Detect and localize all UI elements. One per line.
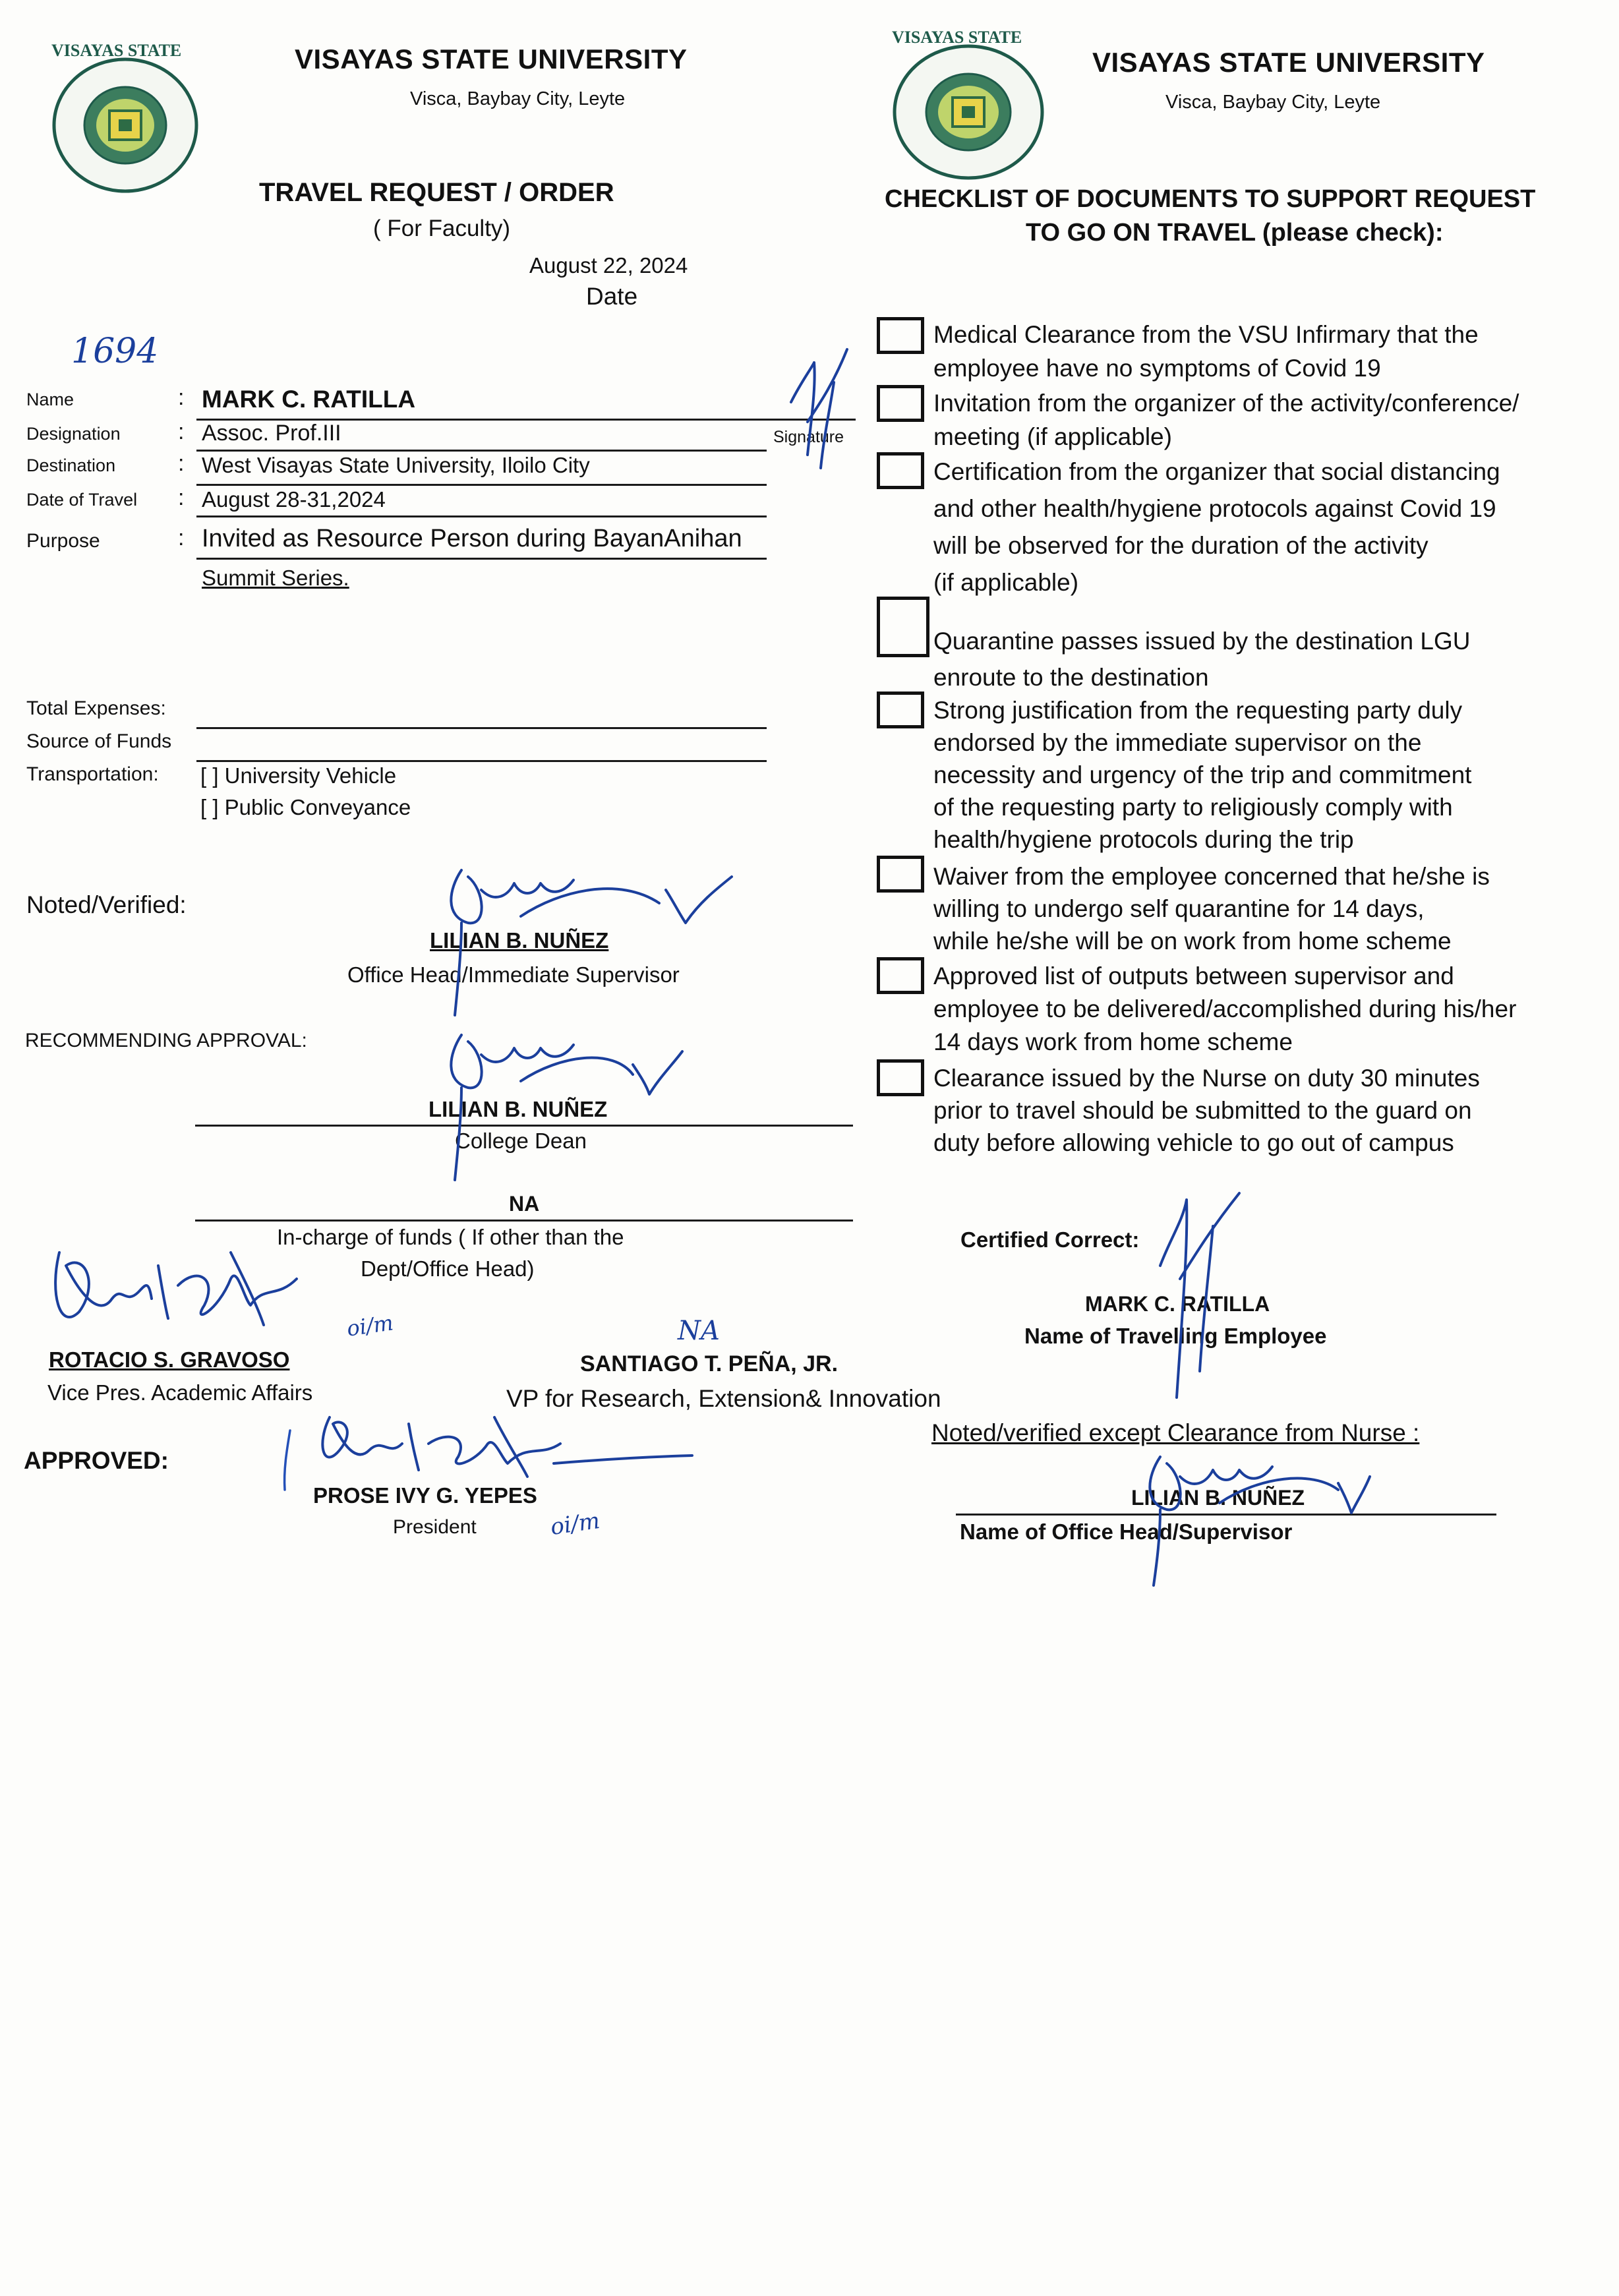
president-signature xyxy=(277,1404,699,1496)
noted-verified-label: Noted/Verified: xyxy=(26,891,187,918)
checklist-item-waiver: Waiver from the employee concerned that he/she is willing to undergo self quarantine for 14 days, while he/she will be on work from home scheme xyxy=(933,863,1490,955)
colon: : xyxy=(178,451,185,476)
signature-label: Signature xyxy=(773,428,844,446)
checklist-item-strong-justification: Strong justification from the requesting party duly endorsed by the immediate supervisor on the necessity and urgency of the trip and commitment of the requesting party to religiously comply with health/hygiene protocols during the trip xyxy=(933,697,1472,853)
name-label: Name xyxy=(26,390,74,409)
checklist-checkbox-waiver[interactable] xyxy=(877,856,924,893)
total-expenses-underline xyxy=(196,727,767,729)
date-of-travel-label: Date of Travel xyxy=(26,490,138,510)
purpose-value-line1: Invited as Resource Person during BayanAnihan xyxy=(202,525,742,552)
destination-label: Destination xyxy=(26,456,116,475)
university-seal-right xyxy=(892,28,1045,181)
checklist-checkbox-certification[interactable] xyxy=(877,452,924,489)
university-address-left: Visca, Baybay City, Leyte xyxy=(410,88,626,109)
vprei-role: VP for Research, Extension& Innovation xyxy=(506,1385,941,1412)
destination-value: West Visayas State University, Iloilo City xyxy=(202,453,590,477)
funds-role-2: Dept/Office Head) xyxy=(361,1256,535,1281)
certified-correct-label: Certified Correct: xyxy=(960,1227,1140,1252)
seal-top-text: VISAYAS STATE xyxy=(892,28,1022,47)
form-subtitle: ( For Faculty) xyxy=(373,216,511,241)
source-of-funds-label: Source of Funds xyxy=(26,730,172,752)
approved-label: APPROVED: xyxy=(24,1447,169,1474)
purpose-underline xyxy=(196,558,767,560)
date-of-travel-value: August 28-31,2024 xyxy=(202,487,386,512)
transport-option-public-conveyance[interactable]: [ ] Public Conveyance xyxy=(200,795,411,819)
colon: : xyxy=(178,385,185,410)
checklist-item-quarantine-passes: Quarantine passes issued by the destination LGU enroute to the destination xyxy=(933,628,1471,691)
source-of-funds-underline xyxy=(196,760,767,762)
purpose-label: Purpose xyxy=(26,530,100,552)
colon: : xyxy=(178,419,185,444)
checklist-checkbox-invitation[interactable] xyxy=(877,385,924,422)
recommending-approval-label: RECOMMENDING APPROVAL: xyxy=(25,1030,307,1051)
checklist-checkbox-quarantine-passes[interactable] xyxy=(877,597,929,657)
designation-value: Assoc. Prof.III xyxy=(202,421,341,446)
university-name-right: VISAYAS STATE UNIVERSITY xyxy=(1092,47,1485,78)
checklist-checkbox-strong-justification[interactable] xyxy=(877,692,924,728)
form-title: TRAVEL REQUEST / ORDER xyxy=(259,178,614,207)
dean-lilian-signature xyxy=(422,1015,686,1187)
form-date-label: Date xyxy=(586,283,638,310)
checklist-item-invitation: Invitation from the organizer of the activity/conference/ meeting (if applicable) xyxy=(933,390,1519,450)
transportation-label: Transportation: xyxy=(26,763,159,785)
vprei-na-handwritten: NA xyxy=(678,1316,720,1346)
funds-signature-line xyxy=(195,1220,853,1222)
certified-employee-signature xyxy=(1147,1187,1246,1404)
form-date-value: August 22, 2024 xyxy=(529,253,688,278)
checklist-checkbox-approved-outputs[interactable] xyxy=(877,957,924,994)
colon: : xyxy=(178,485,185,510)
date-of-travel-underline xyxy=(196,515,767,517)
supervisor-name: LILIAN B. NUÑEZ xyxy=(1131,1486,1305,1510)
colon: : xyxy=(178,525,185,550)
checklist-item-certification: Certification from the organizer that social distancing and other health/hygiene protocols against Covid 19 will be observed for the duration of the activity (if applicable) xyxy=(933,458,1500,596)
president-name: PROSE IVY G. YEPES xyxy=(313,1483,537,1508)
total-expenses-label: Total Expenses: xyxy=(26,697,166,719)
transport-option-university-vehicle[interactable]: [ ] University Vehicle xyxy=(200,763,397,788)
checklist-item-medical-clearance: Medical Clearance from the VSU Infirmary that the employee have no symptoms of Covid 19 xyxy=(933,321,1479,382)
oic-mark-vpaa: oi/m xyxy=(345,1310,395,1341)
university-name-left: VISAYAS STATE UNIVERSITY xyxy=(295,44,688,74)
checklist-checkbox-nurse-clearance[interactable] xyxy=(877,1059,924,1096)
noted-role: Office Head/Immediate Supervisor xyxy=(347,962,680,987)
handwritten-control-number: 1694 xyxy=(71,332,159,371)
vprei-name: SANTIAGO T. PEÑA, JR. xyxy=(580,1351,839,1376)
purpose-value-line2: Summit Series. xyxy=(202,566,349,590)
supervisor-lilian-signature xyxy=(1121,1437,1371,1589)
travelling-employee-role: Name of Travelling Employee xyxy=(1024,1324,1327,1348)
seal-top-text: VISAYAS STATE xyxy=(51,41,182,60)
funds-value: NA xyxy=(509,1192,540,1216)
university-address-right: Visca, Baybay City, Leyte xyxy=(1165,92,1381,113)
checklist-title-2: TO GO ON TRAVEL (please check): xyxy=(1026,219,1444,247)
designation-underline xyxy=(196,450,767,452)
checklist-item-approved-outputs: Approved list of outputs between supervisor and employee to be delivered/accomplished during his/her 14 days work from home scheme xyxy=(933,962,1517,1055)
vpaa-role: Vice Pres. Academic Affairs xyxy=(47,1380,313,1405)
checklist-checkbox-medical-clearance[interactable] xyxy=(877,317,924,354)
noted-except-nurse: Noted/verified except Clearance from Nurse : xyxy=(931,1419,1420,1446)
vpaa-signature xyxy=(46,1239,349,1358)
dean-role: College Dean xyxy=(455,1129,587,1153)
oic-mark-president: oi/m xyxy=(548,1507,602,1541)
checklist-item-nurse-clearance: Clearance issued by the Nurse on duty 30 minutes prior to travel should be submitted to the guard on duty before allowing vehicle to go out of campus xyxy=(933,1065,1480,1156)
dean-name: LILIAN B. NUÑEZ xyxy=(428,1097,608,1121)
designation-label: Designation xyxy=(26,424,121,444)
university-seal-left xyxy=(51,41,200,194)
noted-lilian-signature xyxy=(422,850,738,1022)
supervisor-role: Name of Office Head/Supervisor xyxy=(960,1519,1293,1544)
travelling-employee-name: MARK C. RATILLA xyxy=(1085,1292,1270,1316)
vpaa-name: ROTACIO S. GRAVOSO xyxy=(49,1347,290,1372)
noted-name: LILIAN B. NUÑEZ xyxy=(430,928,609,953)
president-role: President xyxy=(393,1516,477,1538)
funds-role-1: In-charge of funds ( If other than the xyxy=(277,1225,624,1249)
checklist-title-1: CHECKLIST OF DOCUMENTS TO SUPPORT REQUEST xyxy=(885,185,1536,213)
applicant-signature xyxy=(784,343,857,475)
destination-underline xyxy=(196,484,767,486)
name-value: MARK C. RATILLA xyxy=(202,386,416,413)
